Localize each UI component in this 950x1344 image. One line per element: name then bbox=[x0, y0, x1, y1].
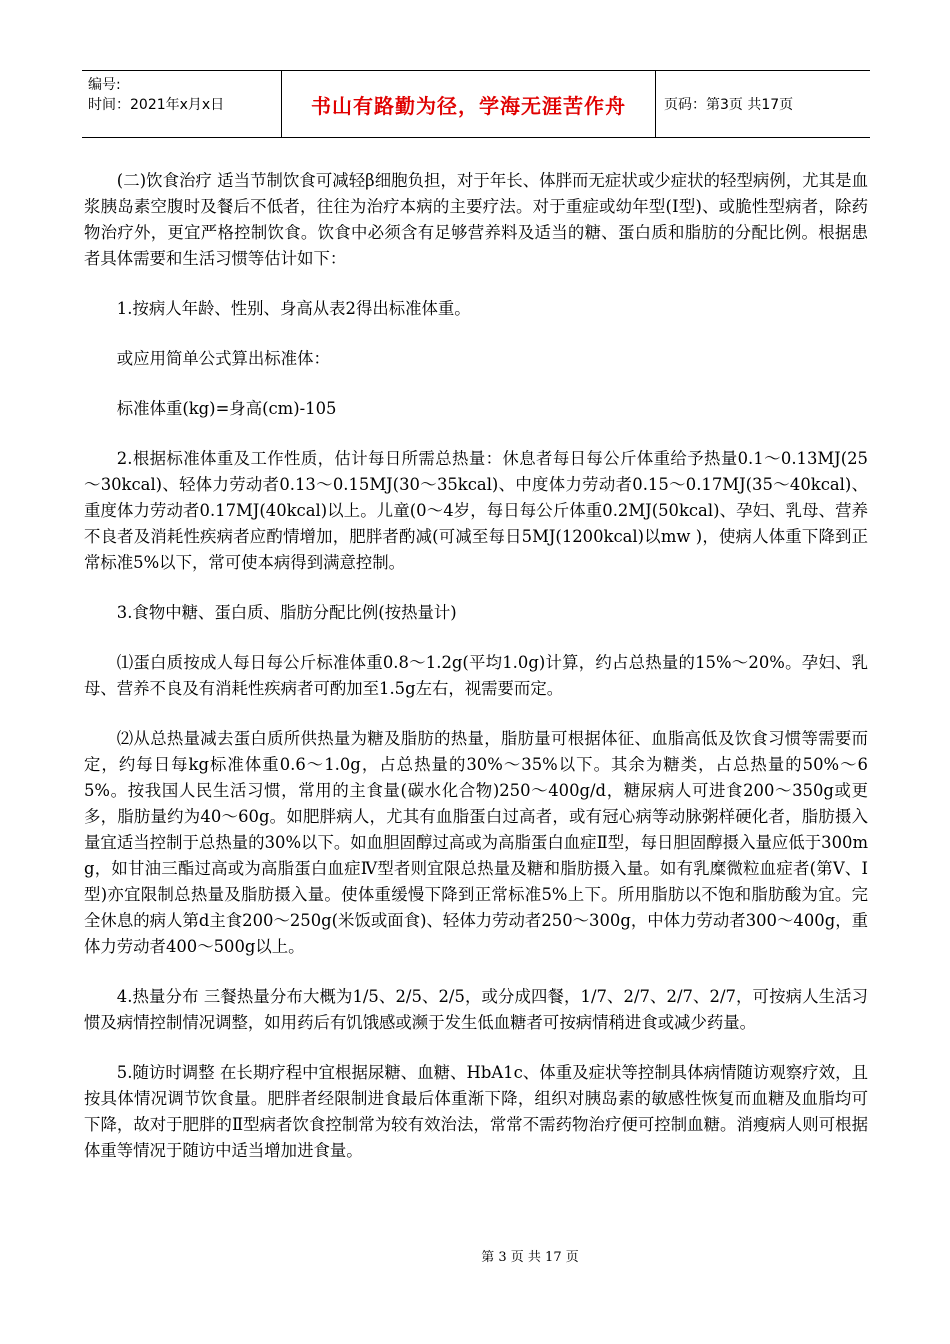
paragraph-total-calories: 2.根据标准体重及工作性质，估计每日所需总热量：休息者每日每公斤体重给予热量0.1～0.13MJ(25～30kcal)、轻体力劳动者0.13～0.15MJ(30～35kcal)、中度体力劳动者0.15～0.17MJ(35～40kcal)、重度体力劳动者0.17MJ(40kcal)以上。儿童(0～4岁，每日每公斤体重0.2MJ(50kcal)、孕妇、乳母、营养不良者及消耗性疾病者应酌情增加，肥胖者酌减(可减至每日5MJ(1200kcal)以mw )，使病人体重下降到正常标准5%以下，常可使本病得到满意控制。 bbox=[84, 449, 868, 572]
paragraph-calorie-distribution: 4.热量分布 三餐热量分布大概为1/5、2/5、2/5，或分成四餐，1/7、2/7、2/7、2/7，可按病人生活习惯及病情控制情况调整，如用药后有饥饿感或濒于发生低血糖者可按病情稍进食或减少药量。 bbox=[84, 987, 868, 1032]
document-body bbox=[84, 168, 868, 1188]
paragraph-diet-therapy: (二)饮食治疗 适当节制饮食可减轻β细胞负担，对于年长、体胖而无症状或少症状的轻型病例，尤其是血浆胰岛素空腹时及餐后不低者，往往为治疗本病的主要疗法。对于重症或幼年型(Ⅰ型)、或脆性型病者，除药物治疗外，更宜严格控制饮食。饮食中必须含有足够营养料及适当的糖、蛋白质和脂肪的分配比例。根据患者具体需要和生活习惯等估计如下： bbox=[84, 171, 868, 268]
document-number-label: 编号: bbox=[88, 77, 121, 93]
paragraph-fat-carbs: ⑵从总热量减去蛋白质所供热量为糖及脂肪的热量，脂肪量可根据体征、血脂高低及饮食习惯等需要而定，约每日每kg标准体重0.6～1.0g，占总热量的30%～35%以下。其余为糖类，占总热量的50%～65%。按我国人民生活习惯，常用的主食量(碳水化合物)250～400g/d，糖尿病人可进食200～350g或更多，脂肪量约为40～60g。如肥胖病人，尤其有血脂蛋白过高者，或有冠心病等动脉粥样硬化者，脂肪摄入量宜适当控制于总热量的30%以下。如血胆固醇过高或为高脂蛋白血症Ⅱ型，每日胆固醇摄入量应低于300mg，如甘油三酯过高或为高脂蛋白血症Ⅳ型者则宜限总热量及糖和脂肪摄入量。如有乳糜微粒血症者(第Ⅴ、Ⅰ型)亦宜限制总热量及脂肪摄入量。使体重缓慢下降到正常标准5%上下。所用脂肪以不饱和脂肪酸为宜。完全休息的病人第d主食200～250g(米饭或面食)、轻体力劳动者250～300g，中体力劳动者300～400g，重体力劳动者400～500g以上。 bbox=[84, 729, 868, 956]
page-footer: 第 3 页 共 17 页 bbox=[481, 1250, 579, 1265]
paragraph-formula: 标准体重(kg)=身高(cm)-105 bbox=[116, 399, 337, 418]
paragraph-nutrient-ratio: 3.食物中糖、蛋白质、脂肪分配比例(按热量计) bbox=[116, 603, 457, 622]
header-page-info: 页码：第3页 共17页 bbox=[664, 97, 794, 113]
page-header bbox=[82, 70, 870, 138]
paragraph-simple-formula: 或应用简单公式算出标准体： bbox=[116, 349, 330, 368]
paragraph-protein: ⑴蛋白质按成人每日每公斤标准体重0.8～1.2g(平均1.0g)计算，约占总热量的15%～20%。孕妇、乳母、营养不良及有消耗性疾病者可酌加至1.5g左右，视需要而定。 bbox=[84, 653, 868, 698]
header-meta bbox=[82, 71, 282, 137]
paragraph-follow-up: 5.随访时调整 在长期疗程中宜根据尿糖、血糖、HbA1c、体重及症状等控制具体病情随访观察疗效，且按具体情况调节饮食量。肥胖者经限制进食最后体重渐下降，组织对胰岛素的敏感性恢复而血糖及血脂均可下降，故对于肥胖的Ⅱ型病者饮食控制常为较有效治法，常常不需药物治疗便可控制血糖。消瘦病人则可根据体重等情况于随访中适当增加进食量。 bbox=[84, 1063, 868, 1160]
document-time-label: 时间：2021年x月x日 bbox=[88, 97, 225, 113]
paragraph-standard-weight: 1.按病人年龄、性别、身高从表2得出标准体重。 bbox=[116, 299, 471, 318]
header-motto: 书山有路勤为径，学海无涯苦作舟 bbox=[282, 71, 656, 137]
